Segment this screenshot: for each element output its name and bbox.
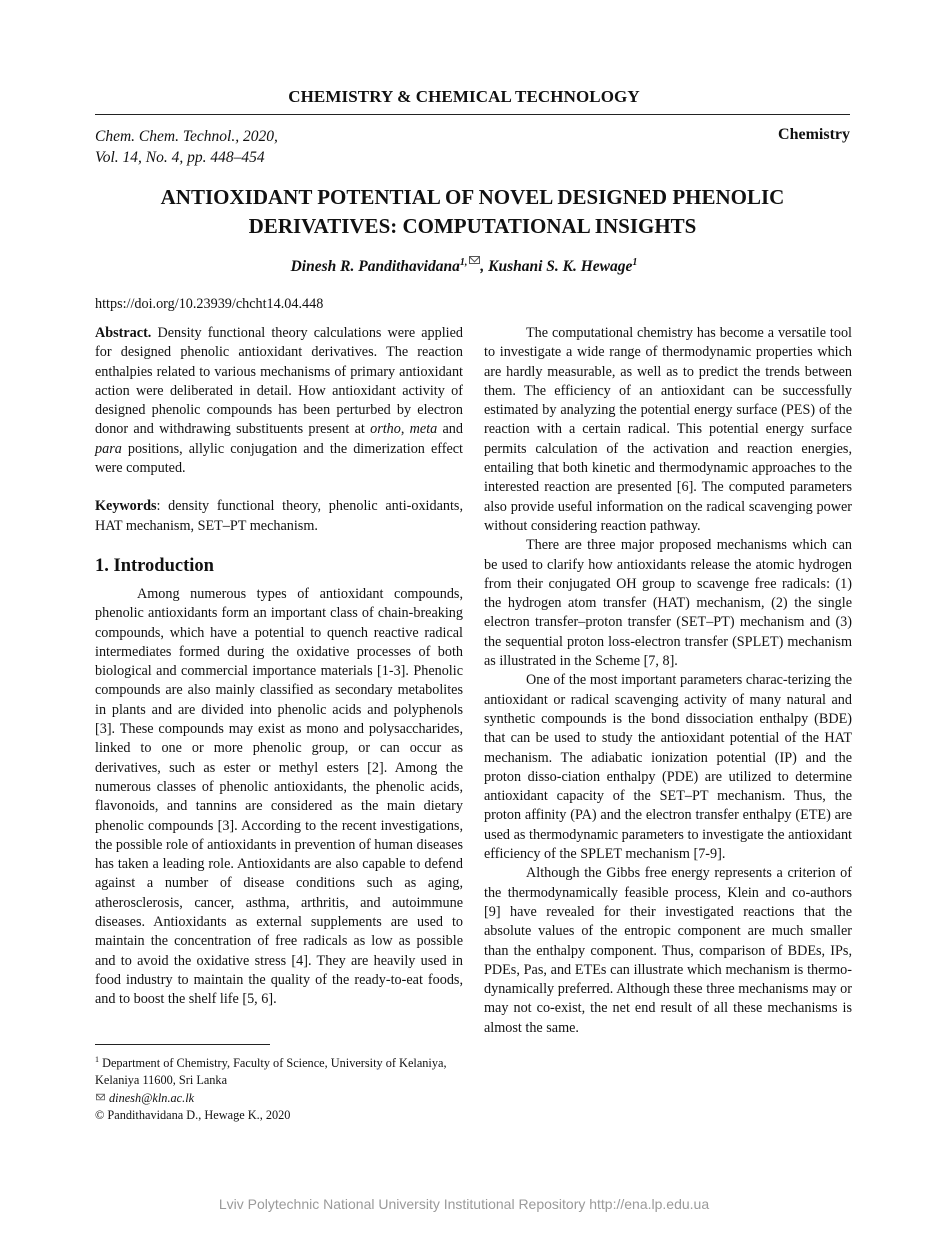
- author-1[interactable]: Dinesh R. Pandithavidana: [290, 258, 460, 275]
- abstract-text-2: positions, allylic conjugation and the dimerization effect were computed.: [95, 440, 463, 477]
- abstract-text-1: Density functional theory calculations were applied for designed phenolic antioxidant derivatives. The reaction enthalpies related to various mechanisms of primary antioxidant action were deliberated in detail. How antioxidant activity of designed phenolic compounds has been perturbed by electron donor and withdrawing substituents present at: [95, 325, 463, 438]
- abstract: [95, 324, 463, 478]
- footnote-divider: [95, 1044, 270, 1045]
- intro-paragraph-4: One of the most important parameters charac-terizing the antioxidant or radical scavenging activity of many natural and synthetic compounds is the bond dissociation enthalpy (BDE) that can be used to study the antioxidant potential of the HAT mechanism. The adiabatic ionization potential (IP) and the proton disso-ciation enthalpy (PDE) are utilized to determine antioxidant capacity of the SET–PT mechanism. Thus, the proton affinity (PA) and the electron transfer enthalpy (ETE) are used as thermodynamic parameters to investigate the antioxidant efficiency of the SPLET mechanism [7-9].: [484, 672, 852, 863]
- section-heading-introduction: 1. Introduction: [95, 555, 214, 576]
- author-2[interactable]: Kushani S. K. Hewage: [488, 258, 633, 275]
- abstract-ortho: ortho: [370, 421, 401, 438]
- title-line-1: ANTIOXIDANT POTENTIAL OF NOVEL DESIGNED PHENOLIC: [160, 185, 785, 209]
- author-list: [0, 256, 928, 276]
- citation-line-2: Vol. 14, No. 4, pp. 448–454: [95, 149, 265, 166]
- envelope-icon: [469, 256, 480, 264]
- email-footnote: [95, 1090, 465, 1107]
- journal-name: CHEMISTRY & CHEMICAL TECHNOLOGY: [288, 87, 640, 106]
- author-2-affiliation: 1: [632, 256, 638, 268]
- abstract-sep-1: ,: [400, 421, 410, 438]
- author-email[interactable]: dinesh@kln.ac.lk: [109, 1090, 195, 1105]
- author-1-affiliation: 1,: [459, 256, 468, 268]
- abstract-label: Abstract.: [95, 325, 152, 341]
- affiliation-footnote: [95, 1051, 465, 1090]
- intro-paragraph-3: There are three major proposed mechanisms which can be used to clarify how antioxidants release the atomic hydrogen from their conjugated OH group to scavenge free radicals: (1) the hydrogen atom transfer (HAT) mechanism, (2) the single electron transfer–proton transfer (SET–PT) mechanism and (3) the sequential proton loss-electron transfer (SPLET) mechanism as illustrated in the Scheme [7, 8].: [484, 537, 852, 670]
- repository-footer: Lviv Polytechnic National University Institutional Repository http://ena.lp.edu.ua: [218, 1196, 710, 1212]
- abstract-sep-2: and: [437, 421, 463, 438]
- citation: [95, 126, 278, 168]
- envelope-icon: [96, 1093, 105, 1099]
- keywords-label: Keywords: [95, 498, 157, 515]
- footnotes: [95, 1051, 465, 1124]
- header-divider: [95, 114, 850, 115]
- author-separator: ,: [480, 258, 489, 275]
- right-column: [484, 324, 852, 1038]
- intro-paragraph-1: Among numerous types of antioxidant compounds, phenolic antioxidants form an important class of chain-breaking compounds, which have a potential to quench reactive radical intermediates formed during the oxidative processes of both biological and commercial importance materials [1-3]. Phenolic compounds are also mainly classified as secondary metabolites in plants and are divided into phenolic acids and polyphenols [3]. These compounds may exist as mono and polysaccharides, linked to one or more phenolic group, or can occur as derivatives, such as ester or methyl esters [2]. Among the numerous classes of phenolic antioxidants, the phenolic acids, flavonoids, and tannins are considered as the main dietary phenolic compounds [3]. According to the recent investigations, the possible role of antioxidants in prevention of human diseases has taken a leading role. Antioxidants are also capable to defend against a number of disease conditions such as aging, atherosclerosis, cancer, asthma, arthritis, and autoimmune diseases. Antioxidants as external supplements are used to maintain the concentration of free radicals as low as possible and to avoid the oxidative stress [4]. They are heavily used in food industry to maintain the quality of the ready-to-eat foods, and to boost the shelf life [5, 6].: [95, 585, 463, 1008]
- title-line-2: DERIVATIVES: COMPUTATIONAL INSIGHTS: [248, 214, 697, 238]
- keywords: [95, 497, 463, 536]
- doi-link[interactable]: https://doi.org/10.23939/chcht14.04.448: [95, 296, 324, 312]
- left-column: [95, 324, 463, 1010]
- affiliation-marker: 1: [95, 1055, 99, 1064]
- citation-line-1: Chem. Chem. Technol., 2020,: [95, 128, 278, 145]
- copyright: © Pandithavidana D., Hewage K., 2020: [95, 1107, 291, 1122]
- abstract-para: para: [95, 440, 122, 457]
- affiliation-text: Department of Chemistry, Faculty of Science, University of Kelaniya, Kelaniya 11600, Sri Lanka: [95, 1056, 447, 1088]
- section-label: Chemistry: [778, 126, 850, 143]
- keywords-text: : density functional theory, phenolic anti-oxidants, HAT mechanism, SET–PT mechanism.: [95, 498, 463, 534]
- article-title: [95, 183, 850, 241]
- intro-paragraph-5: Although the Gibbs free energy represents a criterion of the thermodynamically feasible process, Klein and co-authors [9] have revealed for their investigated reactions that the absolute values of the entropic component are much smaller than the enthalpy component. Thus, comparison of BDEs, IPs, PDEs, Pas, and ETEs can illustrate which mechanism is thermo-dynamically preferred. Although these three mechanisms may or may not co-exist, the net end result of all these mechanisms is almost the same.: [484, 865, 852, 1036]
- intro-paragraph-2: The computational chemistry has become a versatile tool to investigate a wide range of thermodynamic properties which are hardly measurable, as well as to predict the trends between them. The efficiency of an antioxidant can be successfully estimated by analyzing the potential energy surface (PES) of the reaction with a certain radical. This potential energy surface permits calculation of the activation and reaction energies, entailing that both kinetic and thermodynamic approaches to the interested reaction are presented [6]. The computed parameters also provide useful information on the radical scavenging power without considering reaction pathway.: [484, 325, 852, 534]
- abstract-meta: meta: [409, 421, 438, 438]
